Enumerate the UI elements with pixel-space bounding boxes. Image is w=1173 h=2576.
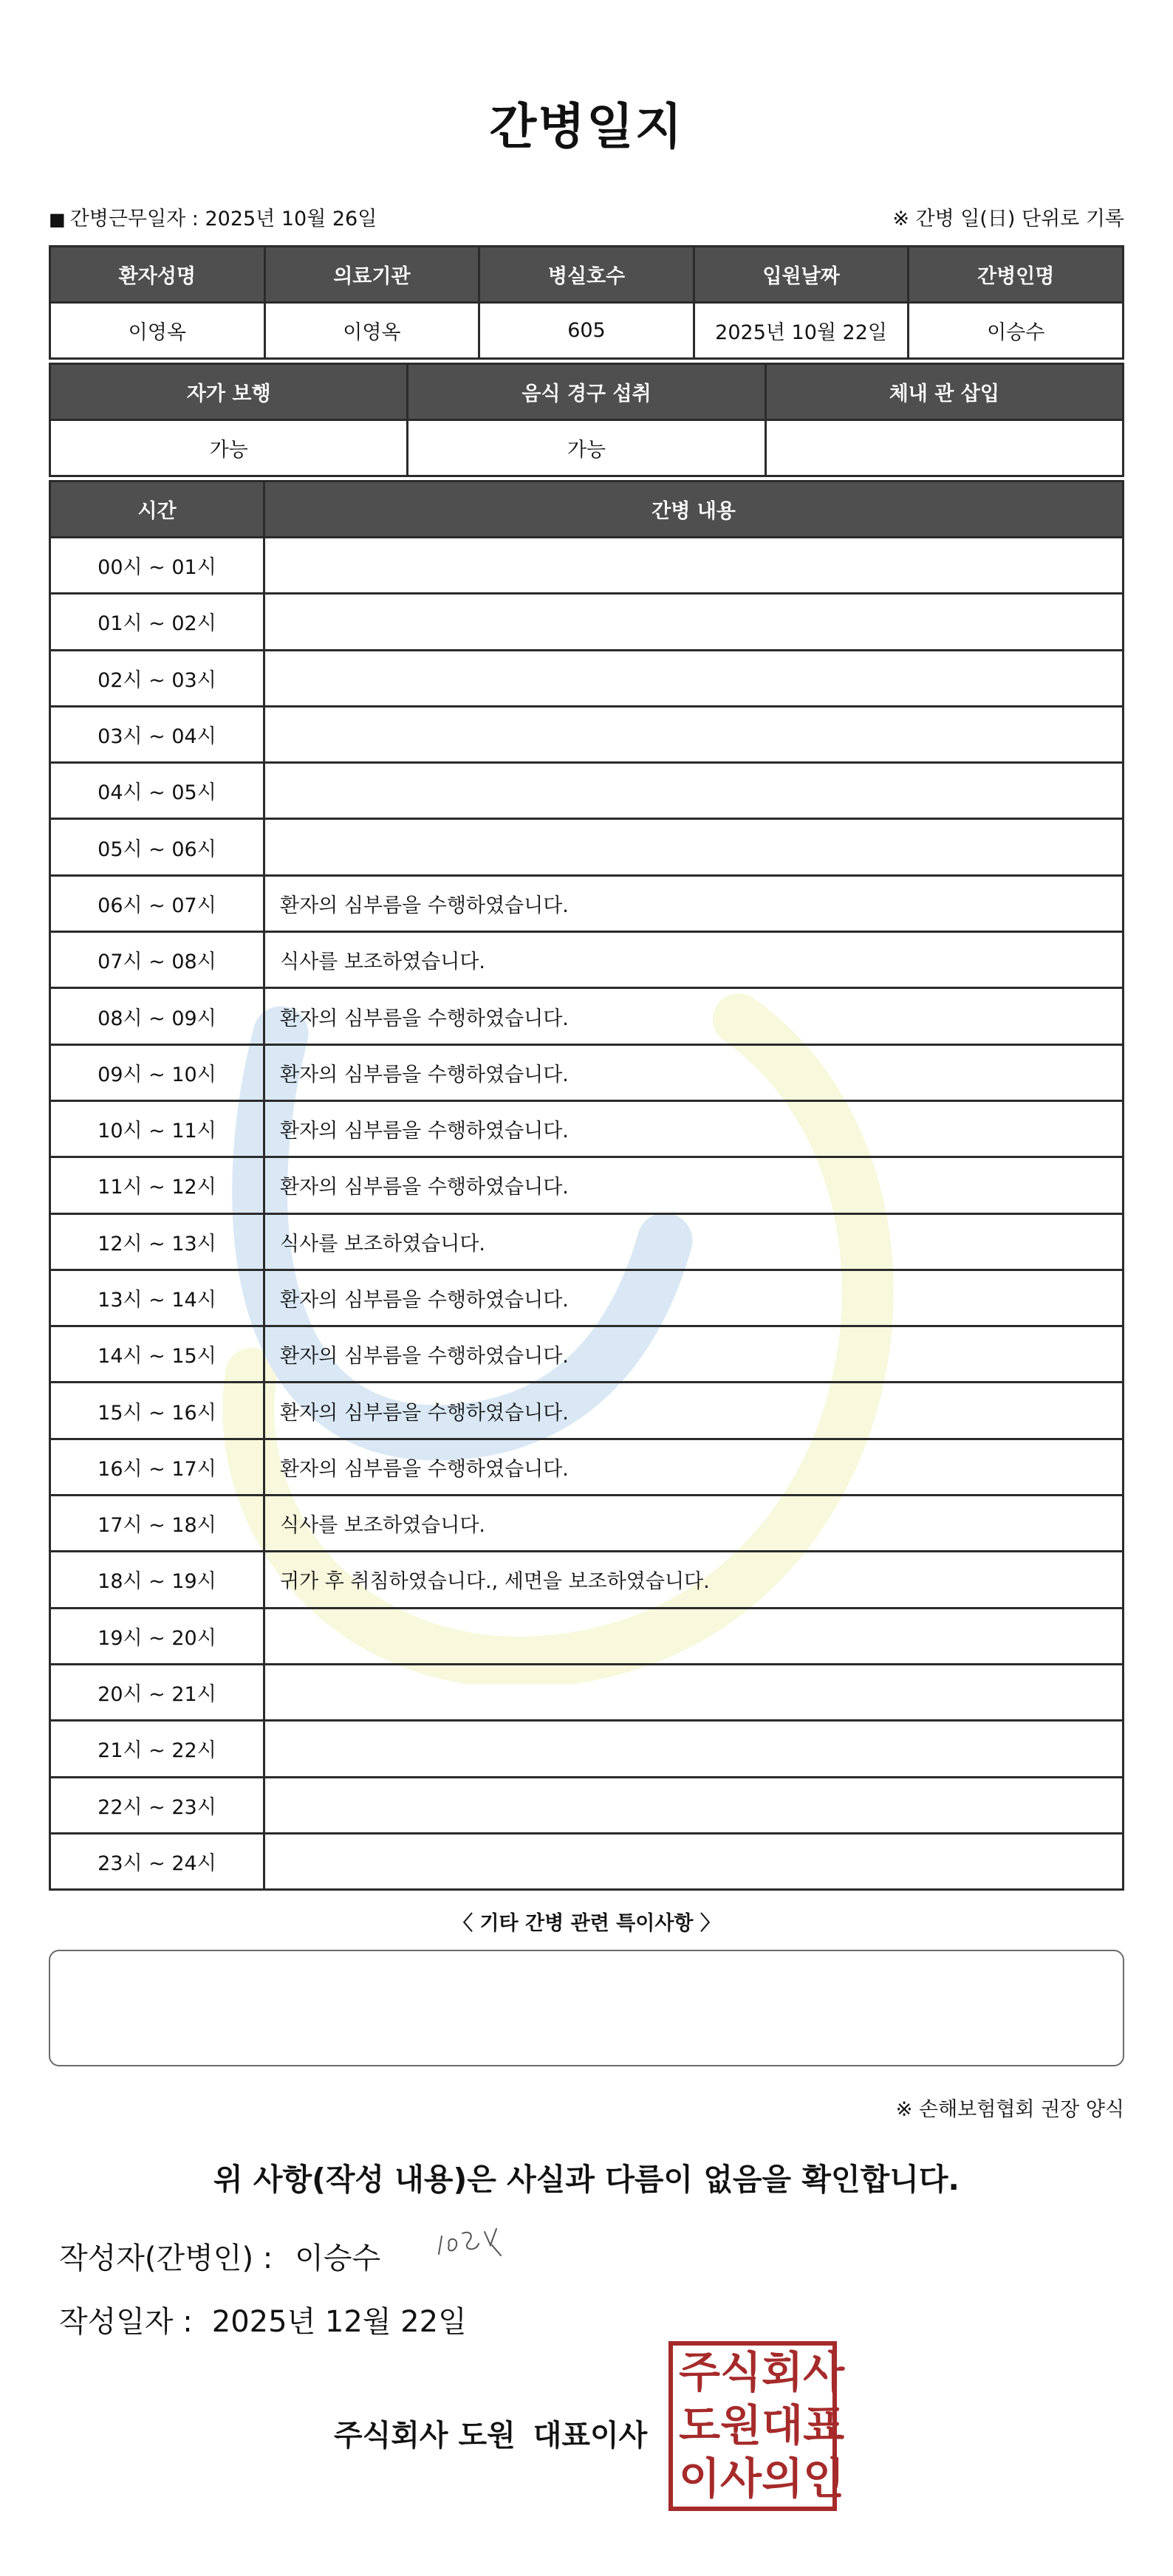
notes-label: 〈 기타 간병 관련 특이사항 〉 [453, 1912, 720, 1935]
patient-status-table [49, 363, 1124, 477]
page-title: 간병일지 [489, 98, 684, 155]
care-log-content [264, 1664, 1124, 1720]
header-time: 시간 [50, 482, 264, 538]
care-log-row [50, 594, 1124, 650]
patient-status-header-row [50, 364, 1124, 420]
care-log-content [264, 706, 1124, 762]
work-date-separator: : [191, 208, 199, 230]
work-date [49, 202, 377, 231]
seal-character: 이 [679, 2453, 721, 2504]
header-tube-insertion: 체내 관 삽입 [765, 364, 1123, 420]
care-log-content: 환자의 심부름을 수행하였습니다. [264, 1270, 1124, 1326]
seal-character: 인 [803, 2453, 845, 2504]
care-log-content [264, 1833, 1124, 1889]
care-log-row [50, 1721, 1124, 1777]
seal-character: 식 [720, 2347, 762, 2397]
care-log-time: 04시 ~ 05시 [50, 763, 264, 819]
patient-status-value-row [50, 420, 1124, 476]
care-log-content: 환자의 심부름을 수행하였습니다. [264, 1044, 1124, 1100]
patient-info-table [49, 245, 1124, 360]
care-log-content [264, 1608, 1124, 1664]
care-log-content [264, 650, 1124, 706]
care-log-time: 21시 ~ 22시 [50, 1721, 264, 1777]
notes-box [49, 1950, 1124, 2066]
care-log-time: 18시 ~ 19시 [50, 1552, 264, 1608]
company-role: 대표이사 [533, 2419, 648, 2453]
tube-insertion [765, 420, 1123, 476]
date-value: 2025년 12월 22일 [211, 2305, 467, 2339]
patient-info-value-row [50, 303, 1124, 359]
seal-character: 주 [679, 2347, 721, 2397]
work-date-value: 2025년 10월 26일 [205, 208, 377, 230]
care-log-content: 식사를 보조하였습니다. [264, 932, 1124, 988]
care-log-row [50, 1608, 1124, 1664]
care-log-header-row [50, 482, 1124, 538]
room-number: 605 [479, 303, 694, 359]
care-log-content: 환자의 심부름을 수행하였습니다. [264, 1383, 1124, 1439]
care-log-row [50, 706, 1124, 762]
patient-info-header-row [50, 247, 1124, 303]
company-seal-stamp [668, 2341, 845, 2511]
seal-character: 사 [803, 2347, 845, 2397]
care-log-time: 16시 ~ 17시 [50, 1439, 264, 1495]
care-log-time: 08시 ~ 09시 [50, 988, 264, 1044]
bullet-square-icon: ■ [49, 209, 66, 230]
care-log-time: 23시 ~ 24시 [50, 1833, 264, 1889]
care-log-content: 환자의 심부름을 수행하였습니다. [264, 1326, 1124, 1383]
header-oral-intake: 음식 경구 섭취 [408, 364, 765, 420]
care-log-row [50, 1496, 1124, 1552]
seal-character: 표 [803, 2400, 845, 2450]
care-log-row [50, 1383, 1124, 1439]
handwritten-signature [433, 2223, 521, 2267]
care-log-time: 07시 ~ 08시 [50, 932, 264, 988]
seal-character: 도 [679, 2400, 721, 2450]
care-log-row [50, 1270, 1124, 1326]
seal-character: 회 [762, 2347, 804, 2397]
header-hospital: 의료기관 [264, 247, 479, 303]
care-log-time: 02시 ~ 03시 [50, 650, 264, 706]
unit-note: ※ 간병 일(日) 단위로 기록 [892, 208, 1124, 230]
care-log-row [50, 875, 1124, 931]
care-log-content: 환자의 심부름을 수행하였습니다. [264, 1157, 1124, 1213]
care-log-time: 12시 ~ 13시 [50, 1213, 264, 1270]
care-log-table [49, 480, 1124, 1891]
care-log-time: 13시 ~ 14시 [50, 1270, 264, 1326]
seal-character: 대 [762, 2400, 804, 2450]
care-log-time: 22시 ~ 23시 [50, 1777, 264, 1833]
header-admission-date: 입원날짜 [694, 247, 909, 303]
care-log-time: 19시 ~ 20시 [50, 1608, 264, 1664]
signature-stroke [439, 2229, 501, 2255]
care-log-time: 15시 ~ 16시 [50, 1383, 264, 1439]
seal-line [673, 2346, 845, 2399]
source-note: ※ 손해보험협회 권장 양식 [895, 2098, 1124, 2121]
care-log-row [50, 1326, 1124, 1383]
care-log-row [50, 1157, 1124, 1213]
care-log-content [264, 1721, 1124, 1777]
care-log-row [50, 763, 1124, 819]
seal-line [673, 2452, 845, 2505]
care-log-row [50, 988, 1124, 1044]
seal-character: 의 [762, 2453, 804, 2504]
oral-intake: 가능 [408, 420, 765, 476]
care-log-content: 환자의 심부름을 수행하였습니다. [264, 988, 1124, 1044]
care-log-row [50, 1777, 1124, 1833]
care-log-row [50, 819, 1124, 875]
care-log-content: 귀가 후 취침하였습니다., 세면을 보조하였습니다. [264, 1552, 1124, 1608]
care-log-time: 11시 ~ 12시 [50, 1157, 264, 1213]
care-log-content: 식사를 보조하였습니다. [264, 1496, 1124, 1552]
header-patient-name: 환자성명 [50, 247, 265, 303]
header-care-content: 간병 내용 [264, 482, 1124, 538]
care-log-content [264, 1777, 1124, 1833]
care-log-content: 환자의 심부름을 수행하였습니다. [264, 1439, 1124, 1495]
header-self-walking: 자가 보행 [50, 364, 408, 420]
care-log-content [264, 594, 1124, 650]
seal-character: 원 [720, 2400, 762, 2450]
caregiver-name: 이승수 [909, 303, 1124, 359]
company-line [334, 2412, 647, 2454]
work-date-label: 간병근무일자 [69, 208, 186, 230]
care-log-row [50, 1664, 1124, 1720]
care-log-time: 17시 ~ 18시 [50, 1496, 264, 1552]
care-log-time: 14시 ~ 15시 [50, 1326, 264, 1383]
writer-line [59, 2235, 380, 2277]
care-log-row [50, 1100, 1124, 1157]
confirmation-statement: 위 사항(작성 내용)은 사실과 다름이 없음을 확인합니다. [213, 2162, 960, 2197]
care-log-time: 06시 ~ 07시 [50, 875, 264, 931]
self-walking: 가능 [50, 420, 408, 476]
care-log-row [50, 538, 1124, 594]
care-log-row [50, 932, 1124, 988]
company-name: 주식회사 도원 [334, 2419, 516, 2453]
writer-label: 작성자(간병인) : [59, 2241, 273, 2275]
date-label: 작성일자 : [59, 2305, 193, 2339]
care-log-time: 09시 ~ 10시 [50, 1044, 264, 1100]
care-log-time: 05시 ~ 06시 [50, 819, 264, 875]
care-log-row [50, 1044, 1124, 1100]
care-log-content: 식사를 보조하였습니다. [264, 1213, 1124, 1270]
seal-line [673, 2399, 845, 2452]
care-log-time: 10시 ~ 11시 [50, 1100, 264, 1157]
care-log-time: 01시 ~ 02시 [50, 594, 264, 650]
header-room: 병실호수 [479, 247, 694, 303]
care-log-time: 20시 ~ 21시 [50, 1664, 264, 1720]
care-log-content [264, 819, 1124, 875]
care-log-content [264, 763, 1124, 819]
admission-date: 2025년 10월 22일 [694, 303, 909, 359]
patient-name: 이영옥 [50, 303, 265, 359]
care-log-row [50, 1833, 1124, 1889]
care-log-content [264, 538, 1124, 594]
care-log-row [50, 1213, 1124, 1270]
care-log-row [50, 1552, 1124, 1608]
care-log-row [50, 650, 1124, 706]
seal-character: 사 [720, 2453, 762, 2504]
hospital: 이영옥 [264, 303, 479, 359]
care-log-row [50, 1439, 1124, 1495]
header-caregiver: 간병인명 [909, 247, 1124, 303]
care-log-time: 00시 ~ 01시 [50, 538, 264, 594]
date-line [59, 2298, 467, 2340]
care-log-content: 환자의 심부름을 수행하였습니다. [264, 1100, 1124, 1157]
care-log-time: 03시 ~ 04시 [50, 706, 264, 762]
writer-name: 이승수 [295, 2241, 381, 2275]
care-log-content: 환자의 심부름을 수행하였습니다. [264, 875, 1124, 931]
